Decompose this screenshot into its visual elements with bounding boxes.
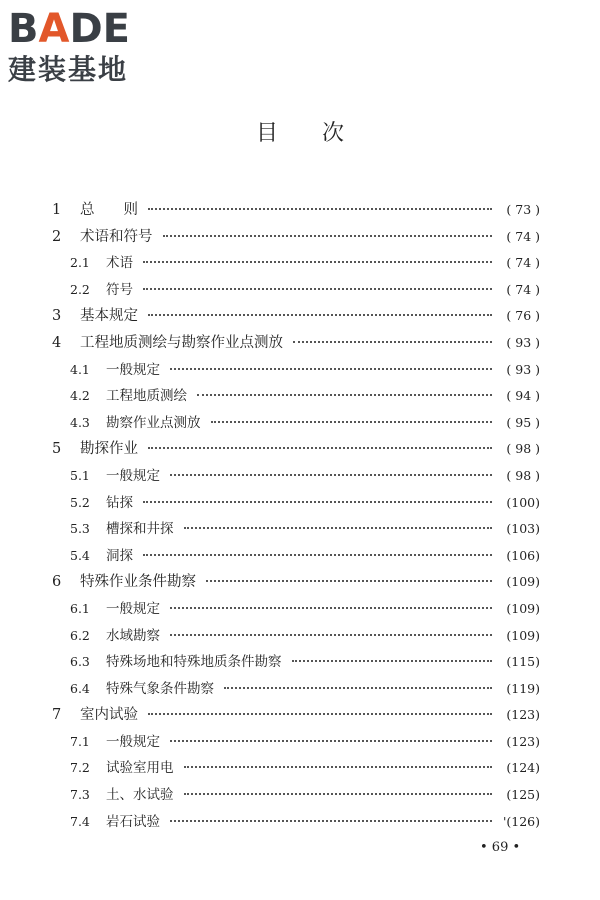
toc-entry-number: 6: [52, 574, 62, 591]
toc-leader-dots: [197, 394, 492, 396]
toc-entry-number: 6.4: [70, 680, 90, 696]
toc-leader-dots: [163, 235, 493, 237]
toc-entry-number: 7: [52, 707, 62, 724]
toc-entry[interactable]: [52, 225, 540, 252]
toc-entry-page: (109): [506, 600, 540, 616]
toc-leader-dots: [206, 580, 492, 582]
toc-entry-number: 2.2: [70, 281, 90, 297]
toc-entry-title: 工程地质测绘: [106, 388, 187, 405]
toc-entry-number: 2.1: [70, 255, 90, 271]
toc-entry-title: 一般规定: [106, 733, 160, 750]
toc-entry-page: (109): [506, 627, 540, 643]
toc-leader-dots: [148, 713, 492, 715]
toc-entry-page: ( 76 ): [506, 308, 540, 324]
toc-entry-number: 4: [52, 334, 62, 351]
toc-entry-page: ( 93 ): [506, 334, 540, 350]
toc-entry[interactable]: [52, 331, 540, 358]
toc-entry-title: 室内试验: [80, 707, 138, 724]
toc-entry-number: 7.4: [70, 813, 90, 829]
toc-entry-number: 5.3: [70, 521, 90, 537]
toc-entry-page: (103): [506, 521, 540, 537]
toc-entry-page: (106): [506, 547, 540, 563]
toc-entry-page: (100): [506, 494, 540, 510]
toc-entry-number: 5.2: [70, 494, 90, 510]
toc-leader-dots: [184, 527, 493, 529]
toc-leader-dots: [148, 208, 492, 210]
toc-entry-title: 术语和符号: [80, 228, 153, 245]
toc-entry[interactable]: [52, 570, 540, 597]
toc-entry[interactable]: [52, 384, 540, 411]
toc-entry-title: 勘察作业点测放: [106, 414, 201, 431]
toc-entry-page: ( 98 ): [506, 467, 540, 483]
toc-leader-dots: [143, 288, 492, 290]
toc-entry-page: (115): [506, 654, 540, 670]
toc-entry[interactable]: [52, 650, 540, 677]
toc-entry-page: ( 74 ): [506, 281, 540, 297]
toc-entry-title: 土、水试验: [106, 787, 174, 804]
toc-entry-number: 2: [52, 228, 62, 245]
toc-entry-page: (124): [506, 760, 540, 776]
logo-subtitle: 建装基地: [8, 53, 129, 86]
toc-leader-dots: [170, 634, 492, 636]
page-number: • 69 •: [480, 840, 521, 855]
toc-entry-title: 岩石试验: [106, 813, 160, 830]
toc-entry[interactable]: [52, 358, 540, 385]
toc-entry[interactable]: [52, 411, 540, 438]
toc-entry-title: 洞探: [106, 547, 133, 564]
toc-leader-dots: [211, 421, 493, 423]
table-of-contents: [52, 198, 540, 836]
toc-entry-title: 试验室用电: [106, 760, 174, 777]
toc-leader-dots: [184, 793, 493, 795]
toc-entry-page: ( 73 ): [506, 202, 540, 217]
toc-leader-dots: [170, 820, 492, 822]
toc-leader-dots: [148, 447, 492, 449]
toc-entry-title: 一般规定: [106, 467, 160, 484]
toc-entry-number: 6.1: [70, 600, 90, 616]
toc-entry[interactable]: [52, 544, 540, 571]
toc-entry-title: 一般规定: [106, 361, 160, 378]
toc-entry-title: 特殊气象条件勘察: [106, 680, 214, 697]
toc-leader-dots: [143, 501, 492, 503]
toc-entry-page: ( 95 ): [506, 414, 540, 430]
toc-entry-title: 勘探作业: [80, 441, 138, 458]
toc-leader-dots: [148, 314, 492, 316]
toc-leader-dots: [170, 368, 492, 370]
toc-entry-title: 特殊场地和特殊地质条件勘察: [106, 654, 282, 671]
toc-entry-page: (123): [506, 733, 540, 749]
toc-entry-page: (109): [506, 574, 540, 590]
toc-entry-number: 1: [52, 202, 62, 218]
toc-entry-number: 3: [52, 308, 62, 325]
toc-entry-page: (119): [506, 680, 540, 696]
toc-entry[interactable]: [52, 730, 540, 757]
toc-entry-number: 4.3: [70, 414, 90, 430]
toc-entry-page: ( 74 ): [506, 255, 540, 271]
toc-entry-number: 5.1: [70, 467, 90, 483]
toc-entry-number: 7.1: [70, 733, 90, 749]
toc-entry[interactable]: [52, 491, 540, 518]
toc-entry[interactable]: [52, 437, 540, 464]
toc-entry-title: 槽探和井探: [106, 521, 174, 538]
toc-entry-number: 5.4: [70, 547, 90, 563]
toc-entry-number: 6.3: [70, 654, 90, 670]
toc-entry-page: ( 98 ): [506, 441, 540, 457]
toc-leader-dots: [170, 607, 492, 609]
toc-leader-dots: [143, 261, 492, 263]
toc-entry-page: ( 74 ): [506, 228, 540, 244]
toc-entry-number: 7.2: [70, 760, 90, 776]
toc-entry-number: 5: [52, 441, 62, 458]
toc-entry[interactable]: [52, 198, 540, 225]
toc-entry-title: 水域勘察: [106, 627, 160, 644]
toc-entry[interactable]: [52, 756, 540, 783]
toc-entry-number: 6.2: [70, 627, 90, 643]
toc-leader-dots: [224, 687, 492, 689]
toc-entry-title: 总 则: [80, 202, 138, 218]
toc-entry[interactable]: [52, 304, 540, 331]
toc-entry[interactable]: [52, 810, 540, 837]
toc-entry-title: 特殊作业条件勘察: [80, 574, 196, 591]
toc-leader-dots: [170, 740, 492, 742]
toc-entry-page: ( 94 ): [506, 388, 540, 404]
page-title: 目次: [255, 121, 388, 146]
logo: [8, 6, 180, 86]
toc-entry-number: 4.2: [70, 388, 90, 404]
toc-entry[interactable]: [52, 278, 540, 305]
toc-entry-title: 符号: [106, 281, 133, 298]
toc-entry-page: ( 93 ): [506, 361, 540, 377]
toc-leader-dots: [143, 554, 492, 556]
toc-entry-page: (125): [506, 787, 540, 803]
toc-entry-page: '(126): [502, 813, 540, 829]
toc-entry[interactable]: [52, 464, 540, 491]
toc-entry[interactable]: [52, 677, 540, 704]
toc-entry-number: 7.3: [70, 787, 90, 803]
toc-leader-dots: [292, 660, 493, 662]
toc-entry[interactable]: [52, 517, 540, 544]
toc-entry-title: 工程地质测绘与勘察作业点测放: [80, 334, 283, 351]
toc-entry-title: 基本规定: [80, 308, 138, 325]
toc-entry-number: 4.1: [70, 361, 90, 377]
toc-leader-dots: [170, 474, 492, 476]
toc-entry[interactable]: [52, 783, 540, 810]
toc-entry[interactable]: [52, 251, 540, 278]
toc-leader-dots: [184, 766, 493, 768]
toc-entry[interactable]: [52, 703, 540, 730]
toc-entry-title: 术语: [106, 255, 133, 272]
toc-entry-page: (123): [506, 707, 540, 723]
toc-entry[interactable]: [52, 624, 540, 651]
logo-wordmark: BADE: [8, 6, 130, 52]
toc-entry-title: 钻探: [106, 494, 133, 511]
toc-leader-dots: [293, 341, 492, 343]
toc-entry-title: 一般规定: [106, 600, 160, 617]
toc-entry[interactable]: [52, 597, 540, 624]
